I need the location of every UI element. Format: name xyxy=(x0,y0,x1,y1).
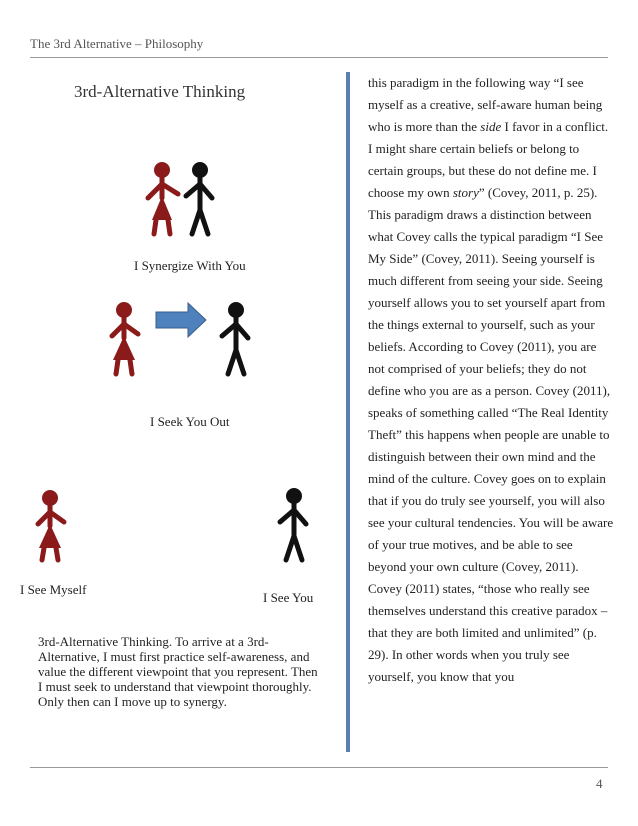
label-seek: I Seek You Out xyxy=(150,414,230,429)
body-seg1: this paradigm in the following way “I see myself as a creative, self-aware human being who is more than the xyxy=(368,75,603,134)
female-figure-seek xyxy=(112,302,138,374)
page-number: 4 xyxy=(596,776,603,791)
label-synergize: I Synergize With You xyxy=(134,258,246,273)
body-seg2: I favor in a conflict. I might share certain beliefs or belong to certain groups, but these do not define me. I choose my own xyxy=(368,119,609,200)
right-arrow-icon xyxy=(156,303,206,337)
male-figure-see-you xyxy=(280,488,306,560)
label-see-myself: I See Myself xyxy=(20,582,87,597)
body-seg3: ” (Covey, 2011, p. 25). This paradigm draws a distinction between what Covey calls the typical paradigm “I See My Side” (Covey, 2011). Seeing yourself is much different from seeing your side. Seeing yourself allows you to set yourself apart from the things external to yourself, such as your beliefs. According to Covey (2011), you are not comprised of your beliefs; they do not define who you are as a person. Covey (2011), speaks of something called “The Real Identity Theft” this happens when people are unable to distinguish between their own mind and the mind of the culture. Covey goes on to explain that if you do truly see yourself, you will also see your cultural tendencies. You will be aware of your true motives, and be able to see beyond your own culture (Covey, 2011). Covey (2011) states, “those who really see themselves understand this creative paradox – that they are both limited and unlimited” (p. 29). In other words when you truly see yourself, you know that you xyxy=(368,185,614,684)
figure-title: 3rd-Alternative Thinking xyxy=(74,82,246,101)
figure-caption: 3rd-Alternative Thinking. To arrive at a 3rd-Alternative, I must first practice self-awareness, and value the different viewpoint that you represent. Then I must seek to understand that viewpoint thoroughly. Only then can I move up to synergy. xyxy=(38,634,318,709)
female-figure-see-myself xyxy=(38,490,64,560)
body-paragraph xyxy=(368,72,614,688)
male-figure-synergize xyxy=(186,162,212,234)
body-text xyxy=(368,72,614,688)
body-emphasis-side: side xyxy=(480,119,502,134)
label-see-you: I See You xyxy=(263,590,314,605)
running-head: The 3rd Alternative – Philosophy xyxy=(30,36,204,51)
female-figure-synergize xyxy=(148,162,178,234)
footer-rule xyxy=(30,767,608,768)
body-emphasis-story: story xyxy=(452,185,479,200)
male-figure-seek xyxy=(222,302,248,374)
